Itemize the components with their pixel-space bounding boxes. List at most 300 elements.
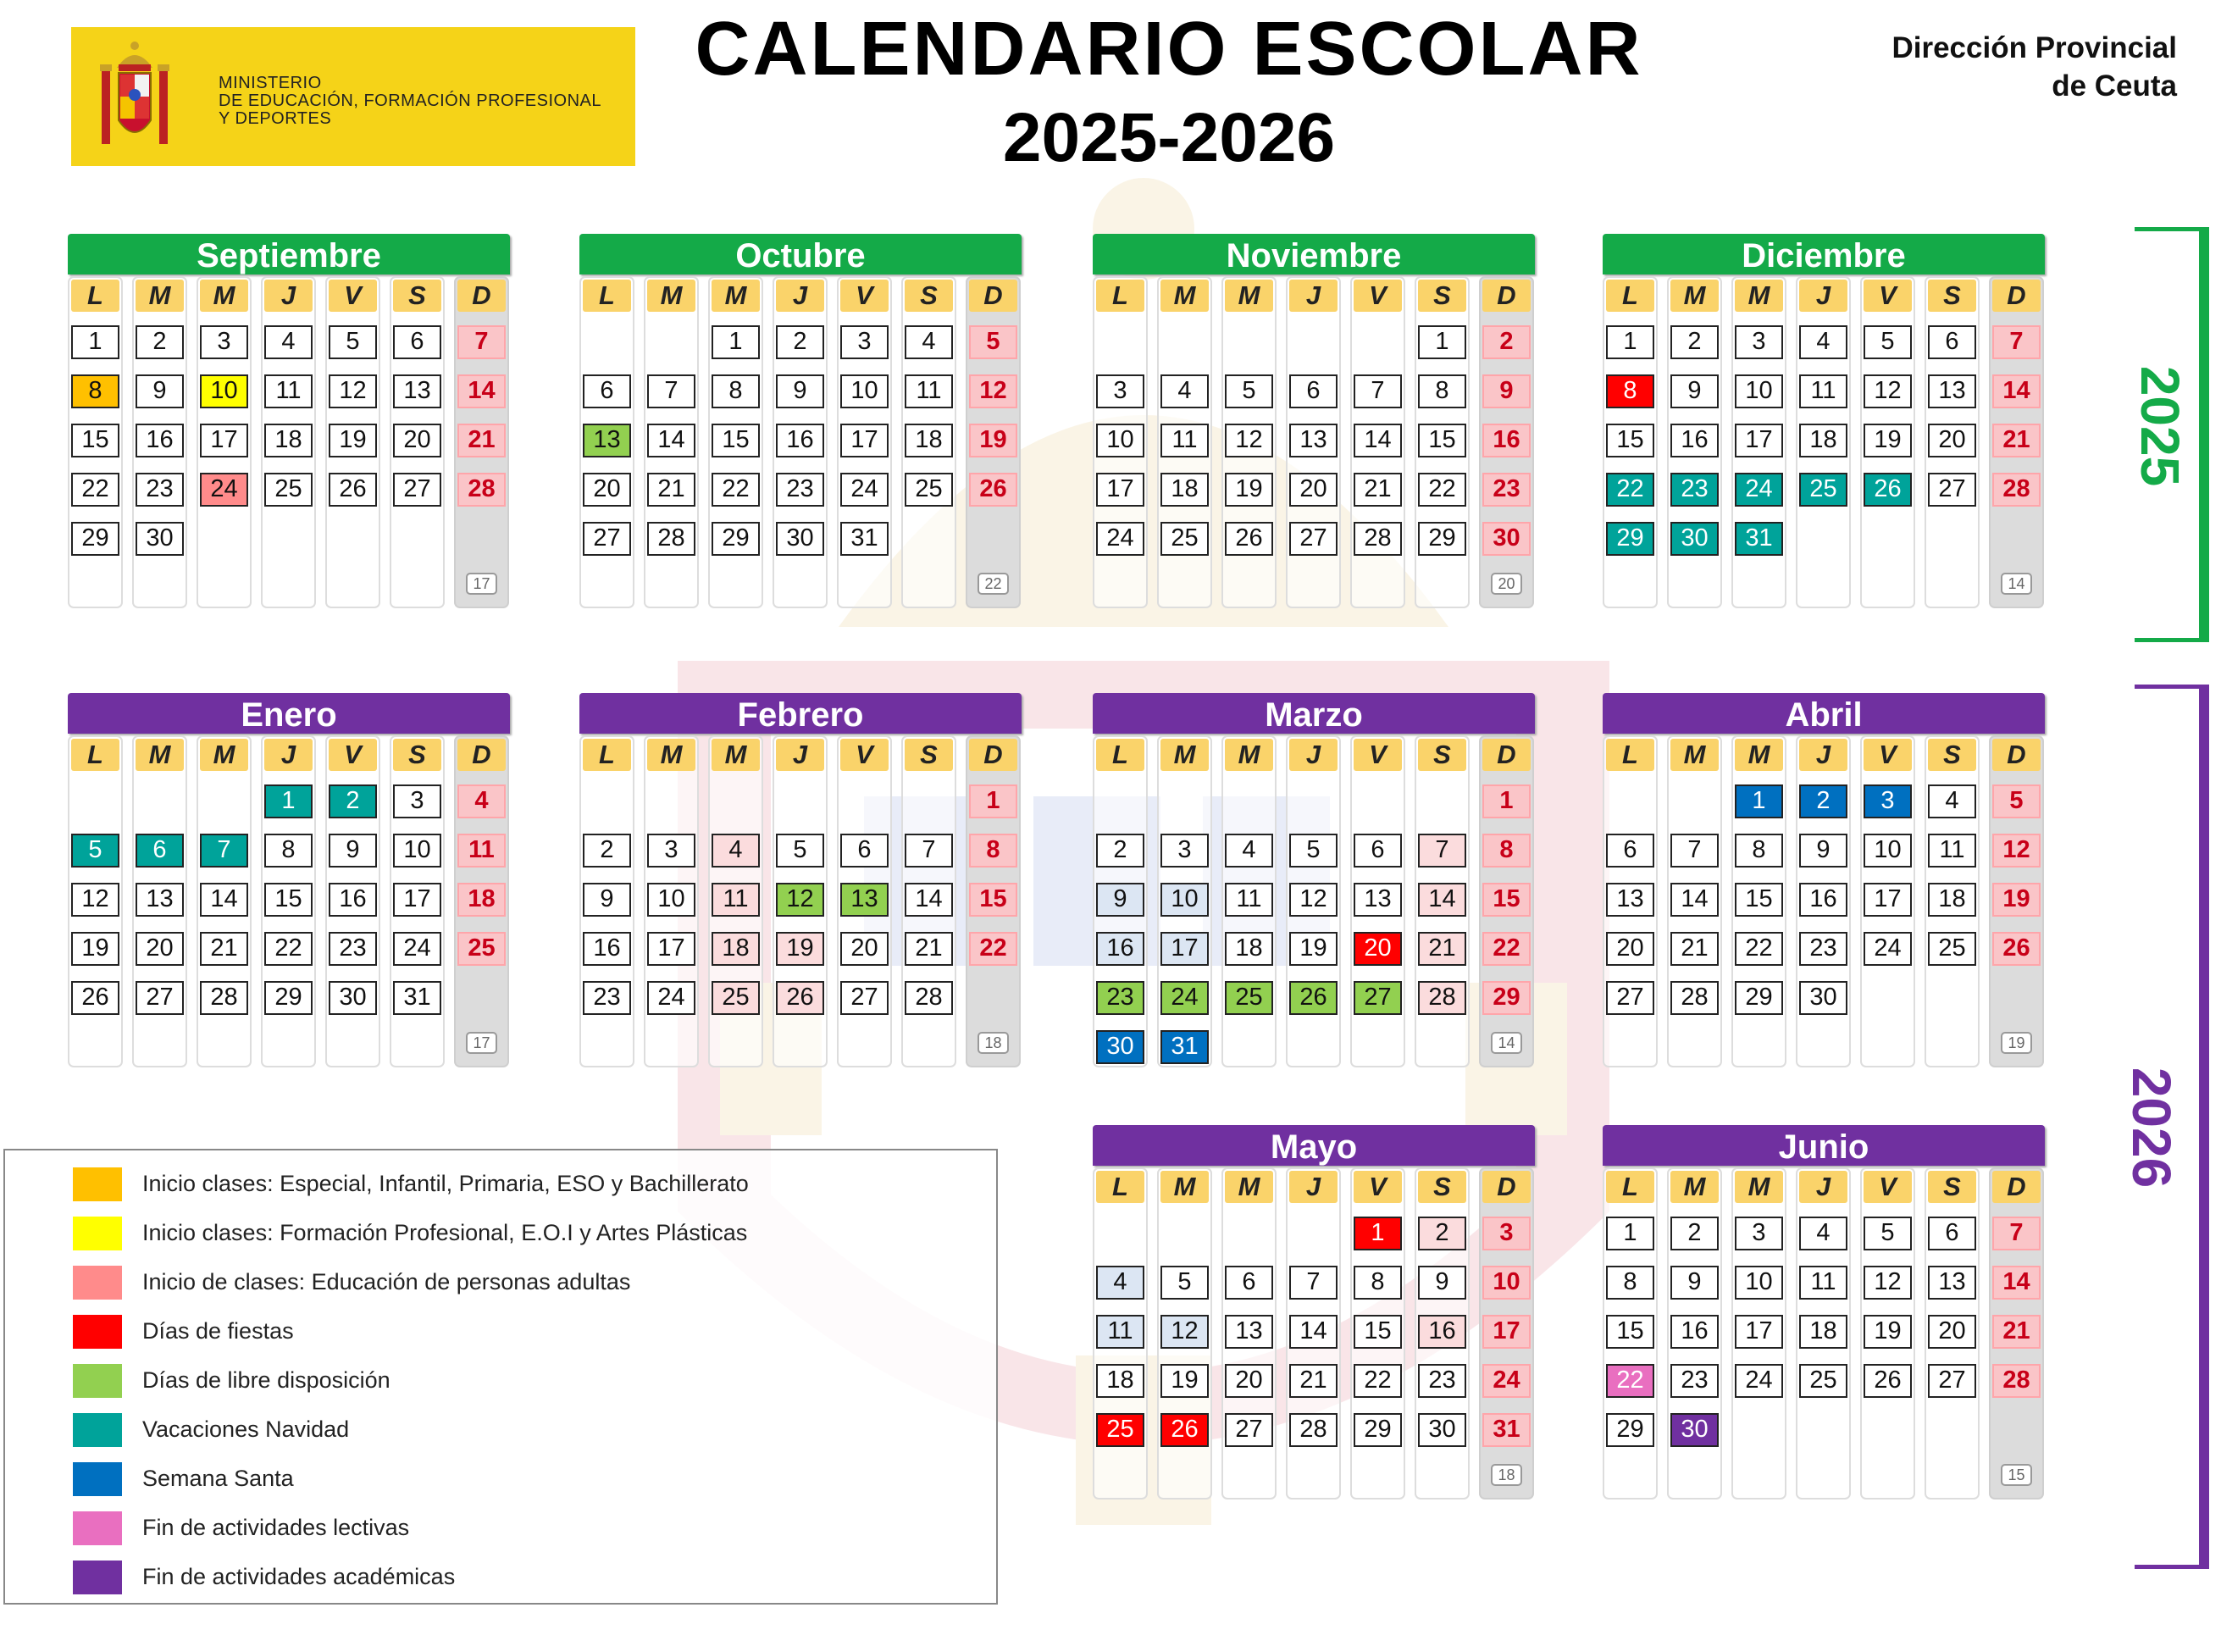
- weekday-header: M: [1225, 280, 1273, 312]
- weekday-header: M: [1160, 280, 1209, 312]
- day-cell: 26: [1160, 1413, 1209, 1447]
- day-cell: 22: [1735, 932, 1783, 966]
- day-cell: 7: [1670, 834, 1719, 868]
- day-cell: 1: [1606, 1217, 1654, 1250]
- weekday-header: L: [583, 739, 631, 771]
- legend-label: Inicio clases: Formación Profesional, E.O.I y Artes Plásticas: [142, 1220, 748, 1245]
- day-cell: 8: [969, 834, 1017, 868]
- day-cell: 13: [1289, 424, 1338, 457]
- day-cell: 19: [1864, 424, 1912, 457]
- day-cell: 27: [1354, 981, 1402, 1015]
- month-title: Abril: [1603, 693, 2045, 734]
- weekday-header: S: [905, 280, 953, 312]
- day-cell: 2: [1670, 325, 1719, 359]
- day-cell: 20: [1928, 424, 1976, 457]
- day-cell: 18: [1928, 883, 1976, 917]
- day-cell: 22: [1354, 1364, 1402, 1398]
- day-cell: 6: [1354, 834, 1402, 868]
- day-cell: 28: [1418, 981, 1466, 1015]
- legend-label: Inicio de clases: Educación de personas adultas: [142, 1269, 631, 1294]
- school-days-count: 20: [1491, 573, 1522, 595]
- day-cell: 4: [1799, 325, 1847, 359]
- weekday-header: D: [1992, 280, 2041, 312]
- day-cell: 22: [1606, 1364, 1654, 1398]
- day-cell: 5: [969, 325, 1017, 359]
- weekday-header: V: [329, 739, 377, 771]
- day-cell: 29: [1606, 522, 1654, 556]
- day-cell: 25: [1225, 981, 1273, 1015]
- day-cell: 22: [71, 473, 119, 507]
- day-cell: 4: [264, 325, 313, 359]
- day-cell: 7: [457, 325, 506, 359]
- legend-swatch: [73, 1511, 122, 1545]
- weekday-header: V: [840, 280, 889, 312]
- day-cell: 28: [1670, 981, 1719, 1015]
- day-cell: 7: [647, 374, 695, 408]
- day-cell: 30: [329, 981, 377, 1015]
- day-cell: 27: [1928, 473, 1976, 507]
- day-cell: 15: [71, 424, 119, 457]
- day-cell: 24: [200, 473, 248, 507]
- weekday-header: M: [647, 280, 695, 312]
- day-cell: 25: [1799, 1364, 1847, 1398]
- day-cell: 30: [1482, 522, 1531, 556]
- day-cell: 20: [393, 424, 441, 457]
- day-cell: 10: [1735, 374, 1783, 408]
- day-cell: 28: [1992, 473, 2041, 507]
- day-cell: 29: [1482, 981, 1531, 1015]
- school-days-count: 19: [2001, 1032, 2032, 1054]
- month-title: Marzo: [1093, 693, 1535, 734]
- day-cell: 4: [1799, 1217, 1847, 1250]
- day-cell: 31: [1482, 1413, 1531, 1447]
- month-junio: [1603, 1125, 2045, 1498]
- day-cell: 8: [1606, 374, 1654, 408]
- weekday-header: D: [969, 280, 1017, 312]
- day-cell: 21: [1418, 932, 1466, 966]
- day-cell: 21: [1289, 1364, 1338, 1398]
- day-cell: 2: [1418, 1217, 1466, 1250]
- weekday-header: L: [71, 739, 119, 771]
- day-cell: 9: [1670, 374, 1719, 408]
- day-cell: 22: [712, 473, 760, 507]
- day-cell: 23: [776, 473, 824, 507]
- day-cell: 18: [1225, 932, 1273, 966]
- day-cell: 24: [1482, 1364, 1531, 1398]
- legend-label: Días de libre disposición: [142, 1367, 390, 1393]
- day-cell: 24: [1735, 473, 1783, 507]
- day-cell: 17: [1864, 883, 1912, 917]
- day-cell: 8: [1735, 834, 1783, 868]
- day-cell: 20: [1606, 932, 1654, 966]
- day-cell: 15: [264, 883, 313, 917]
- weekday-header: M: [712, 739, 760, 771]
- day-cell: 19: [969, 424, 1017, 457]
- day-cell: 27: [393, 473, 441, 507]
- day-cell: 9: [583, 883, 631, 917]
- ministry-line: MINISTERIO: [219, 74, 322, 92]
- day-cell: 5: [1225, 374, 1273, 408]
- day-cell: 1: [1735, 784, 1783, 818]
- day-cell: 15: [1354, 1315, 1402, 1349]
- day-cell: 18: [457, 883, 506, 917]
- day-cell: 17: [1735, 424, 1783, 457]
- school-days-count: 18: [1491, 1464, 1522, 1486]
- day-cell: 30: [776, 522, 824, 556]
- day-cell: 11: [1225, 883, 1273, 917]
- month-title: Noviembre: [1093, 234, 1535, 274]
- weekday-header: M: [1735, 739, 1783, 771]
- weekday-header: D: [1482, 280, 1531, 312]
- day-cell: 2: [583, 834, 631, 868]
- day-cell: 28: [1992, 1364, 2041, 1398]
- day-cell: 28: [1289, 1413, 1338, 1447]
- weekday-header: J: [776, 739, 824, 771]
- day-cell: 8: [1418, 374, 1466, 408]
- weekday-header: L: [1606, 1171, 1654, 1203]
- month-title: Septiembre: [68, 234, 510, 274]
- day-cell: 28: [200, 981, 248, 1015]
- legend-label: Fin de actividades lectivas: [142, 1515, 410, 1540]
- day-cell: 11: [905, 374, 953, 408]
- day-cell: 8: [264, 834, 313, 868]
- day-cell: 13: [393, 374, 441, 408]
- day-cell: 2: [329, 784, 377, 818]
- day-cell: 9: [776, 374, 824, 408]
- day-cell: 7: [905, 834, 953, 868]
- day-cell: 25: [457, 932, 506, 966]
- day-cell: 16: [1096, 932, 1144, 966]
- day-cell: 13: [583, 424, 631, 457]
- weekday-header: L: [583, 280, 631, 312]
- day-cell: 28: [647, 522, 695, 556]
- day-cell: 1: [264, 784, 313, 818]
- weekday-header: M: [136, 739, 184, 771]
- day-cell: 2: [776, 325, 824, 359]
- weekday-header: S: [393, 280, 441, 312]
- day-cell: 2: [1670, 1217, 1719, 1250]
- day-cell: 4: [712, 834, 760, 868]
- weekday-header: M: [200, 739, 248, 771]
- day-cell: 4: [1928, 784, 1976, 818]
- weekday-header: J: [1289, 739, 1338, 771]
- weekday-header: J: [1799, 739, 1847, 771]
- day-cell: 13: [1928, 374, 1976, 408]
- month-title: Mayo: [1093, 1125, 1535, 1166]
- month-title: Diciembre: [1603, 234, 2045, 274]
- month-title: Junio: [1603, 1125, 2045, 1166]
- day-cell: 3: [1735, 1217, 1783, 1250]
- day-cell: 25: [1928, 932, 1976, 966]
- day-cell: 22: [969, 932, 1017, 966]
- day-cell: 29: [1606, 1413, 1654, 1447]
- day-cell: 26: [1289, 981, 1338, 1015]
- weekday-header: S: [1418, 1171, 1466, 1203]
- day-cell: 7: [1289, 1266, 1338, 1300]
- office-line-1: Dirección Provincial: [1891, 31, 2177, 64]
- day-cell: 7: [1992, 1217, 2041, 1250]
- weekday-header: J: [776, 280, 824, 312]
- page-title: [661, 7, 1677, 185]
- day-cell: 7: [200, 834, 248, 868]
- day-cell: 14: [457, 374, 506, 408]
- day-cell: 14: [200, 883, 248, 917]
- day-cell: 16: [136, 424, 184, 457]
- month-diciembre: [1603, 234, 2045, 607]
- ministry-line: Y DEPORTES: [219, 109, 332, 128]
- day-cell: 9: [1670, 1266, 1719, 1300]
- day-cell: 29: [264, 981, 313, 1015]
- day-cell: 15: [969, 883, 1017, 917]
- day-cell: 12: [71, 883, 119, 917]
- weekday-header: M: [200, 280, 248, 312]
- day-cell: 11: [264, 374, 313, 408]
- day-cell: 5: [1289, 834, 1338, 868]
- weekday-header: D: [1992, 739, 2041, 771]
- day-cell: 4: [457, 784, 506, 818]
- day-cell: 31: [1160, 1030, 1209, 1064]
- day-cell: 27: [583, 522, 631, 556]
- day-cell: 18: [264, 424, 313, 457]
- day-cell: 17: [1096, 473, 1144, 507]
- month-mayo: [1093, 1125, 1535, 1498]
- day-cell: 19: [71, 932, 119, 966]
- day-cell: 21: [1670, 932, 1719, 966]
- day-cell: 3: [840, 325, 889, 359]
- day-cell: 10: [393, 834, 441, 868]
- day-cell: 17: [1735, 1315, 1783, 1349]
- legend-swatch: [73, 1266, 122, 1300]
- day-cell: 5: [1864, 1217, 1912, 1250]
- legend-label: Vacaciones Navidad: [142, 1416, 350, 1442]
- day-cell: 16: [1482, 424, 1531, 457]
- day-cell: 8: [1354, 1266, 1402, 1300]
- day-cell: 22: [264, 932, 313, 966]
- day-cell: 14: [1670, 883, 1719, 917]
- day-cell: 6: [1606, 834, 1654, 868]
- day-cell: 23: [1670, 473, 1719, 507]
- ministry-logo: [71, 27, 635, 166]
- school-days-count: 18: [978, 1032, 1009, 1054]
- school-days-count: 15: [2001, 1464, 2032, 1486]
- day-cell: 2: [1096, 834, 1144, 868]
- day-cell: 13: [1225, 1315, 1273, 1349]
- weekday-header: S: [1418, 739, 1466, 771]
- month-enero: [68, 693, 510, 1066]
- day-cell: 9: [1799, 834, 1847, 868]
- day-cell: 24: [393, 932, 441, 966]
- weekday-header: D: [1482, 739, 1531, 771]
- weekday-header: D: [457, 280, 506, 312]
- day-cell: 5: [1864, 325, 1912, 359]
- day-cell: 13: [1928, 1266, 1976, 1300]
- day-cell: 5: [71, 834, 119, 868]
- day-cell: 12: [1864, 1266, 1912, 1300]
- day-cell: 21: [457, 424, 506, 457]
- day-cell: 22: [1606, 473, 1654, 507]
- legend-label: Días de fiestas: [142, 1318, 294, 1344]
- weekday-header: J: [1799, 1171, 1847, 1203]
- weekday-header: S: [1928, 280, 1976, 312]
- weekday-header: S: [905, 739, 953, 771]
- day-cell: 31: [1735, 522, 1783, 556]
- day-cell: 23: [1418, 1364, 1466, 1398]
- day-cell: 29: [71, 522, 119, 556]
- year-2025-label: 2025: [2130, 365, 2191, 487]
- day-cell: 14: [1354, 424, 1402, 457]
- weekday-header: M: [1160, 739, 1209, 771]
- day-cell: 24: [1735, 1364, 1783, 1398]
- day-cell: 25: [905, 473, 953, 507]
- day-cell: 20: [840, 932, 889, 966]
- day-cell: 2: [1482, 325, 1531, 359]
- day-cell: 10: [1735, 1266, 1783, 1300]
- day-cell: 12: [329, 374, 377, 408]
- day-cell: 30: [1670, 1413, 1719, 1447]
- day-cell: 1: [1418, 325, 1466, 359]
- day-cell: 19: [776, 932, 824, 966]
- weekday-header: M: [1735, 280, 1783, 312]
- weekday-header: M: [1225, 1171, 1273, 1203]
- day-cell: 17: [1160, 932, 1209, 966]
- day-cell: 26: [71, 981, 119, 1015]
- day-cell: 15: [1606, 1315, 1654, 1349]
- day-cell: 21: [1992, 1315, 2041, 1349]
- day-cell: 16: [1670, 424, 1719, 457]
- day-cell: 21: [1992, 424, 2041, 457]
- day-cell: 19: [329, 424, 377, 457]
- day-cell: 17: [393, 883, 441, 917]
- legend-swatch: [73, 1462, 122, 1496]
- day-cell: 16: [329, 883, 377, 917]
- day-cell: 25: [1799, 473, 1847, 507]
- day-cell: 26: [1864, 1364, 1912, 1398]
- month-title: Febrero: [579, 693, 1022, 734]
- day-cell: 10: [200, 374, 248, 408]
- day-cell: 12: [776, 883, 824, 917]
- day-cell: 26: [1864, 473, 1912, 507]
- day-cell: 25: [712, 981, 760, 1015]
- day-cell: 7: [1992, 325, 2041, 359]
- weekday-header: M: [647, 739, 695, 771]
- weekday-header: M: [712, 280, 760, 312]
- year-2026-label: 2026: [2121, 1067, 2182, 1189]
- weekday-header: M: [1670, 280, 1719, 312]
- day-cell: 20: [1354, 932, 1402, 966]
- day-cell: 9: [1418, 1266, 1466, 1300]
- weekday-header: M: [1225, 739, 1273, 771]
- day-cell: 6: [840, 834, 889, 868]
- day-cell: 8: [1606, 1266, 1654, 1300]
- weekday-header: L: [1096, 739, 1144, 771]
- day-cell: 3: [1482, 1217, 1531, 1250]
- day-cell: 30: [1799, 981, 1847, 1015]
- day-cell: 17: [200, 424, 248, 457]
- legend-swatch: [73, 1167, 122, 1201]
- day-cell: 19: [1160, 1364, 1209, 1398]
- day-cell: 12: [1864, 374, 1912, 408]
- day-cell: 4: [905, 325, 953, 359]
- day-cell: 5: [1160, 1266, 1209, 1300]
- day-cell: 23: [1482, 473, 1531, 507]
- weekday-header: J: [264, 739, 313, 771]
- day-cell: 30: [1096, 1030, 1144, 1064]
- day-cell: 10: [840, 374, 889, 408]
- day-cell: 1: [71, 325, 119, 359]
- ministry-line: DE EDUCACIÓN, FORMACIÓN PROFESIONAL: [219, 91, 601, 110]
- day-cell: 27: [1225, 1413, 1273, 1447]
- legend-label: Semana Santa: [142, 1466, 294, 1491]
- day-cell: 9: [1482, 374, 1531, 408]
- ministry-name: [219, 75, 601, 128]
- day-cell: 21: [905, 932, 953, 966]
- day-cell: 11: [1799, 374, 1847, 408]
- day-cell: 18: [905, 424, 953, 457]
- office-line-2: de Ceuta: [2052, 69, 2177, 103]
- day-cell: 11: [1928, 834, 1976, 868]
- day-cell: 13: [1354, 883, 1402, 917]
- day-cell: 19: [1864, 1315, 1912, 1349]
- day-cell: 12: [1160, 1315, 1209, 1349]
- legend-swatch: [73, 1315, 122, 1349]
- day-cell: 10: [1864, 834, 1912, 868]
- school-days-count: 17: [466, 1032, 497, 1054]
- day-cell: 27: [136, 981, 184, 1015]
- legend: [3, 1149, 998, 1605]
- day-cell: 14: [1992, 1266, 2041, 1300]
- day-cell: 16: [1670, 1315, 1719, 1349]
- month-octubre: [579, 234, 1022, 607]
- day-cell: 1: [1482, 784, 1531, 818]
- day-cell: 12: [1289, 883, 1338, 917]
- school-days-count: 17: [466, 573, 497, 595]
- day-cell: 24: [1096, 522, 1144, 556]
- weekday-header: M: [1670, 1171, 1719, 1203]
- weekday-header: D: [969, 739, 1017, 771]
- day-cell: 23: [1096, 981, 1144, 1015]
- day-cell: 26: [776, 981, 824, 1015]
- day-cell: 20: [1928, 1315, 1976, 1349]
- day-cell: 14: [905, 883, 953, 917]
- weekday-header: L: [71, 280, 119, 312]
- day-cell: 18: [1799, 1315, 1847, 1349]
- day-cell: 15: [1606, 424, 1654, 457]
- day-cell: 25: [1160, 522, 1209, 556]
- day-cell: 3: [647, 834, 695, 868]
- month-abril: [1603, 693, 2045, 1066]
- day-cell: 4: [1225, 834, 1273, 868]
- day-cell: 26: [329, 473, 377, 507]
- month-title: Octubre: [579, 234, 1022, 274]
- weekday-header: L: [1096, 280, 1144, 312]
- day-cell: 6: [393, 325, 441, 359]
- day-cell: 30: [1670, 522, 1719, 556]
- weekday-header: V: [1864, 280, 1912, 312]
- day-cell: 1: [1606, 325, 1654, 359]
- weekday-header: J: [1799, 280, 1847, 312]
- day-cell: 4: [1096, 1266, 1144, 1300]
- day-cell: 7: [1418, 834, 1466, 868]
- day-cell: 19: [1992, 883, 2041, 917]
- day-cell: 25: [264, 473, 313, 507]
- day-cell: 16: [583, 932, 631, 966]
- day-cell: 6: [1225, 1266, 1273, 1300]
- day-cell: 3: [1096, 374, 1144, 408]
- day-cell: 24: [647, 981, 695, 1015]
- day-cell: 2: [136, 325, 184, 359]
- day-cell: 29: [1354, 1413, 1402, 1447]
- day-cell: 24: [1864, 932, 1912, 966]
